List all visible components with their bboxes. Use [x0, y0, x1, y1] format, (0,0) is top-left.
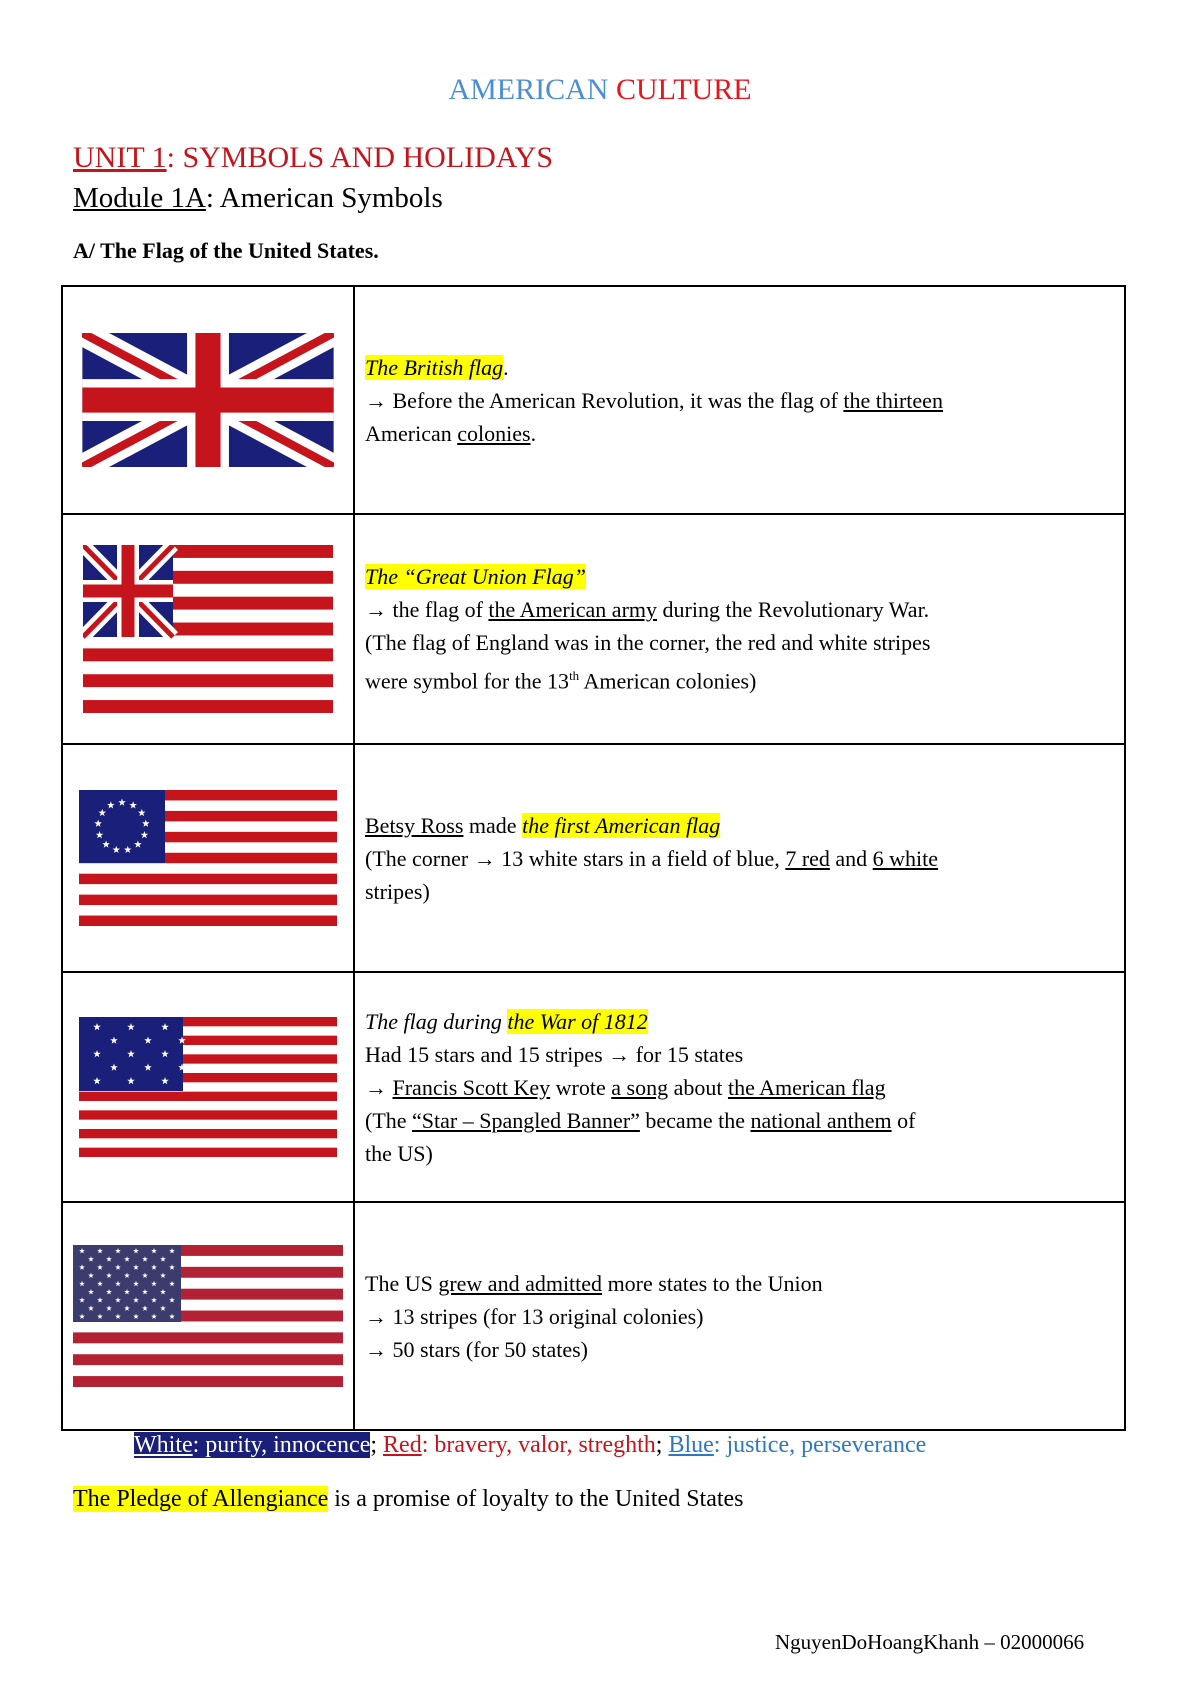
description-line: → 50 stars (for 50 states): [365, 1336, 589, 1362]
description-cell: [354, 972, 1125, 1202]
description-line: → 13 stripes (for 13 original colonies): [365, 1303, 704, 1329]
flag-cell: [62, 286, 354, 514]
author-footer: NguyenDoHoangKhanh – 02000066: [775, 1630, 1085, 1654]
module-title: : American Symbols: [205, 182, 443, 214]
text-fragment: wrote: [550, 1074, 612, 1100]
description-line: [365, 1071, 1114, 1104]
text-fragment: American colonies): [579, 668, 757, 694]
underlined-text: national anthem: [750, 1107, 892, 1133]
description-line: [365, 384, 1114, 417]
pledge-text: is a promise of loyalty to the United States: [328, 1486, 744, 1512]
text-fragment: (The corner → 13 white stars in a field of blue,: [365, 845, 786, 871]
table-row: [62, 1202, 1125, 1430]
description-line: [365, 659, 1114, 697]
title-part-1: AMERICAN: [448, 73, 609, 106]
description-cell: [354, 1202, 1125, 1430]
pledge-highlight: The Pledge of Allengiance: [73, 1486, 329, 1512]
great-union-flag-image: [83, 545, 333, 713]
description-cell: [354, 744, 1125, 972]
module-heading: [73, 178, 443, 218]
description-cell: [354, 286, 1125, 514]
text-fragment: during the Revolutionary War.: [657, 597, 930, 623]
highlight-text: the War of 1812: [507, 1008, 648, 1034]
text-fragment: of: [891, 1107, 916, 1133]
description-line: [365, 809, 1114, 842]
superscript-text: th: [569, 668, 580, 684]
document-title: [0, 70, 1200, 110]
flag-cell: [62, 514, 354, 744]
blue-label: Blue: [668, 1432, 714, 1458]
underlined-text: colonies: [457, 420, 531, 446]
modern-us-flag-image: [73, 1245, 343, 1387]
unit-label: UNIT 1: [73, 141, 167, 174]
text-fragment: → Before the American Revolution, it was the flag of: [365, 387, 844, 413]
text-fragment: and: [829, 845, 873, 871]
table-row: [62, 514, 1125, 744]
underlined-text: Francis Scott Key: [392, 1074, 551, 1100]
title-part-2: CULTURE: [615, 73, 752, 106]
color-meanings-line: [134, 1428, 926, 1462]
underlined-text: the thirteen: [843, 387, 943, 413]
underlined-text: a song: [611, 1074, 669, 1100]
text-fragment: were symbol for the 13: [365, 668, 570, 694]
flag-cell: [62, 1202, 354, 1430]
description-line: [365, 351, 1114, 384]
text-fragment: The US: [365, 1270, 439, 1296]
underlined-text: the American flag: [727, 1074, 886, 1100]
red-label: Red: [383, 1432, 422, 1458]
text-fragment: (The: [365, 1107, 413, 1133]
separator: ;: [370, 1432, 384, 1458]
betsy-ross-flag-image: [79, 790, 337, 926]
underlined-text: 6 white: [872, 845, 939, 871]
section-heading: A/ The Flag of the United States.: [73, 238, 379, 263]
description-line: [365, 593, 1114, 626]
highlight-text: The British flag: [365, 354, 504, 380]
underlined-text: Betsy Ross: [365, 812, 464, 838]
description-line: the US): [365, 1140, 433, 1166]
flag-cell: [62, 744, 354, 972]
module-label: Module 1A: [73, 182, 206, 214]
text-fragment: →: [365, 1074, 393, 1100]
italic-text: The flag during: [365, 1008, 508, 1034]
highlight-text: The “Great Union Flag”: [365, 564, 587, 590]
text-fragment: .: [530, 420, 537, 446]
description-line: [365, 842, 1114, 875]
underlined-text: the American army: [488, 597, 658, 623]
description-line: stripes): [365, 878, 430, 904]
description-line: [365, 1005, 1114, 1038]
british-flag-image: [82, 333, 334, 467]
unit-heading: [73, 138, 553, 178]
description-line: [365, 417, 1114, 450]
table-row: [62, 286, 1125, 514]
blue-meaning: : justice, perseverance: [713, 1432, 927, 1458]
flags-table: [61, 285, 1126, 1431]
underlined-text: grew and admitted: [438, 1270, 603, 1296]
unit-title: : SYMBOLS AND HOLIDAYS: [166, 141, 554, 174]
pledge-line: [73, 1482, 744, 1516]
text-fragment: about: [668, 1074, 728, 1100]
description-line: Had 15 stars and 15 stripes → for 15 states: [365, 1041, 744, 1067]
table-row: [62, 972, 1125, 1202]
white-meaning: : purity, innocence: [192, 1432, 371, 1458]
description-line: [365, 1267, 1114, 1300]
text-fragment: more states to the Union: [602, 1270, 823, 1296]
description-line: [365, 1104, 1114, 1137]
text-fragment: .: [503, 354, 509, 380]
text-fragment: became the: [639, 1107, 751, 1133]
underlined-text: “Star – Spangled Banner”: [412, 1107, 640, 1133]
description-line: (The flag of England was in the corner, the red and white stripes: [365, 630, 931, 656]
separator: ;: [655, 1432, 669, 1458]
highlight-text: the first American flag: [522, 812, 721, 838]
underlined-text: 7 red: [785, 845, 830, 871]
white-label: White: [134, 1432, 193, 1458]
description-line: [365, 560, 1114, 593]
war-of-1812-flag-image: [79, 1017, 337, 1157]
text-fragment: made: [463, 812, 523, 838]
description-cell: [354, 514, 1125, 744]
table-row: [62, 744, 1125, 972]
flag-cell: [62, 972, 354, 1202]
text-fragment: American: [365, 420, 458, 446]
red-meaning: : bravery, valor, streghth: [421, 1432, 656, 1458]
text-fragment: → the flag of: [365, 597, 489, 623]
